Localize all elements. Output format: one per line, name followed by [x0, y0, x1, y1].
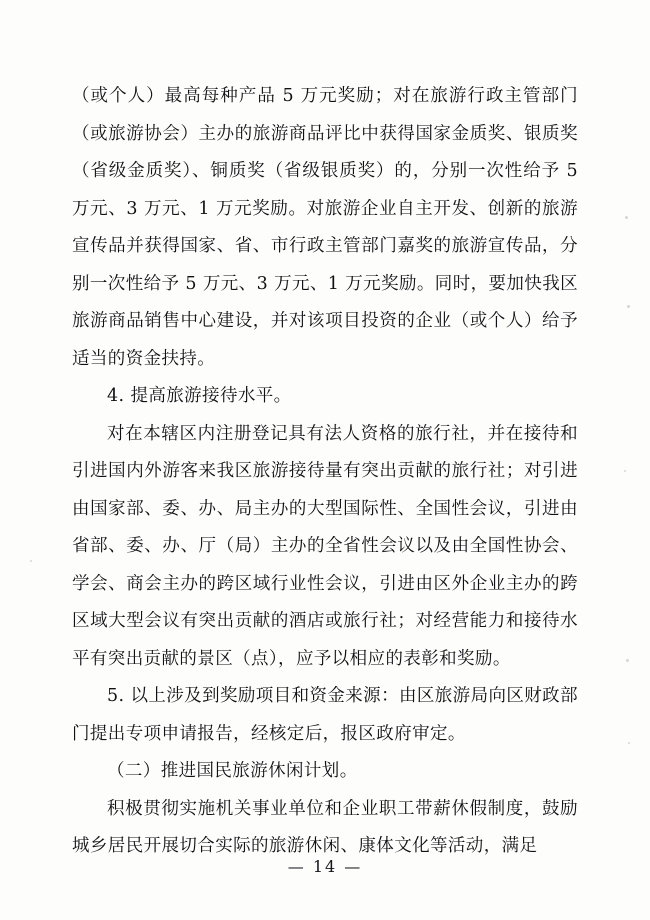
scan-speckle — [625, 216, 628, 219]
paragraph-heading-5: 5. 以上涉及到奖励项目和资金来源：由区旅游局向区财政部门提出专项申请报告，经核定后，报区政府审定。 — [72, 686, 578, 744]
scan-speckle — [627, 305, 630, 308]
paragraph-leisure-plan: 积极贯彻实施机关事业单位和企业职工带薪休假制度，鼓励城乡居民开展切合实际的旅游休闲、康体文化等活动，满足 — [72, 798, 578, 856]
paragraph-continued: （或个人）最高每种产品 5 万元奖励；对在旅游行政主管部门（或旅游协会）主办的旅游商品评比中获得国家金质奖、银质奖（省级金质奖）、铜质奖（省级银质奖）的，分别一次性给予 5 万元、3 万元、1 万元奖励。对旅游企业自主开发、创新的旅游宣传品并获得国家、省、市行政主管部门嘉奖的旅游宣传品，分别一次性给予 5 万元、3 万元、1 万元奖励。同时，要加快我区旅游商品销售中心建设，并对该项目投资的企业（或个人）给予适当的资金扶持。 — [72, 86, 578, 369]
page-number: — 14 — — [287, 857, 363, 876]
document-body — [72, 78, 578, 866]
scan-speckle — [626, 659, 629, 662]
paragraph-reception-level: 对在本辖区内注册登记具有法人资格的旅行社，并在接待和引进国内外游客来我区旅游接待量有突出贡献的旅行社；对引进由国家部、委、办、局主办的大型国际性、全国性会议，引进由省部、委、办、厅（局）主办的全省性会议以及由全国性协会、学会、商会主办的跨区域行业性会议，引进由区外企业主办的跨区域大型会议有突出贡献的酒店或旅行社；对经营能力和接待水平有突出贡献的景区（点），应予以相应的表彰和奖励。 — [72, 423, 578, 669]
scan-speckle — [30, 560, 32, 562]
scan-speckle — [628, 742, 630, 744]
paragraph-heading-section-2: （二）推进国民旅游休闲计划。 — [107, 761, 358, 781]
scan-speckle — [624, 470, 626, 472]
paragraph-heading-4: 4. 提高旅游接待水平。 — [107, 386, 292, 406]
